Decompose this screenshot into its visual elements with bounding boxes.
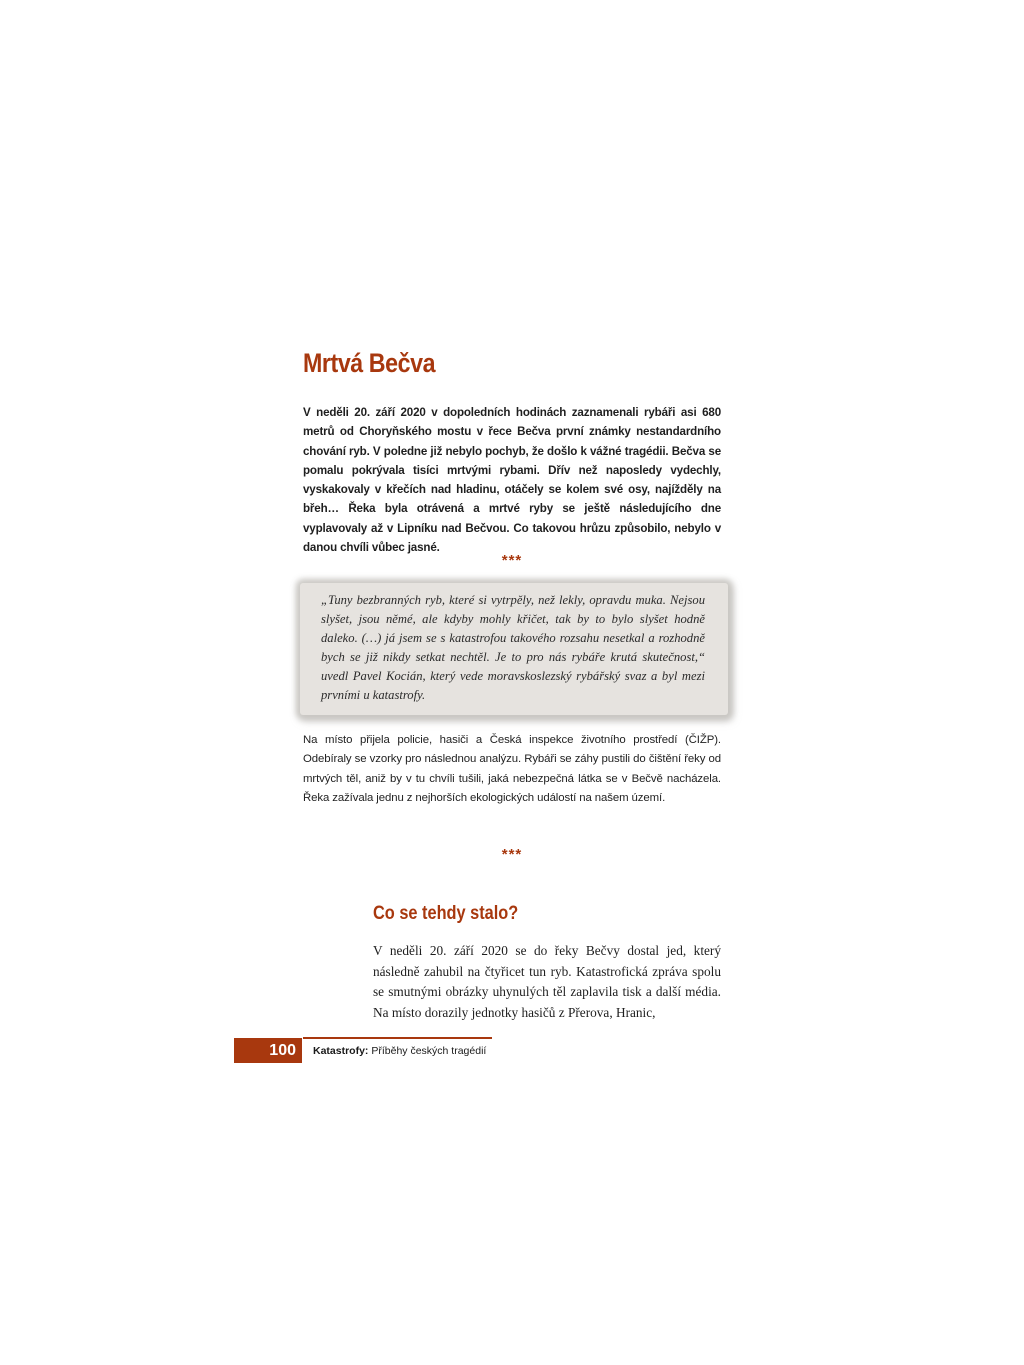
book-title-bold: Katastrofy: — [313, 1045, 369, 1057]
chapter-title: Mrtvá Bečva — [303, 348, 436, 378]
body-paragraph: Na místo přijela policie, hasiči a Česká inspekce životního prostředí (ČIŽP). Odebíraly se vzorky pro následnou analýzu. Rybáři se záhy pustili do čištění řeky od mrtvých těl, aniž by v tu chvíli tušili, jaká nebezpečná látka se v Bečvě nacházela. Řeka zažívala jednu z nejhorších ekologických událostí na našem území. — [303, 734, 721, 805]
running-footer — [313, 1045, 486, 1057]
lead-paragraph: V neděli 20. září 2020 v dopoledních hodinách zaznamenali rybáři asi 680 metrů od Choryňského mostu v řece Bečva první známky nestandardního chování ryb. V poledne již nebylo pochyb, že došlo k vážné tragédii. Bečva se pomalu pokrývala tisíci mrtvými rybami. Dřív než naposledy vydechly, vyskakovaly v křečích nad hladinu, otáčely se kolem své osy, najížděly na břeh… Řeka byla otrávená a mrtvé ryby se ještě následujícího dne vyplavovaly až v Lipníku nad Bečvou. Co takovou hrůzu způsobilo, nebylo v danou chvíli vůbec jasné. — [303, 406, 721, 555]
page-number: 100 — [234, 1038, 302, 1063]
quote-text: „Tuny bezbranných ryb, které si vytrpěly, než lekly, opravdu muka. Nejsou slyšet, jsou němé, ale kdyby mohly křičet, tak by to bylo slyšet hodně daleko. (…) já jsem se s katastrofou takového rozsahu nesetkal a rozhodně bych se již nikdy setkat nechtěl. Je to pro nás rybáře krutá skutečnost,“ uvedl Pavel Kocián, který vede moravskoslezský rybářský svaz a byl mezi prvními u katastrofy. — [321, 593, 705, 702]
footer-rule — [303, 1037, 492, 1039]
book-title-rest: Příběhy českých tragédií — [368, 1045, 487, 1057]
section-separator: *** — [501, 552, 523, 569]
section-text: V neděli 20. září 2020 se do řeky Bečvy dostal jed, který následně zahubil na čtyřicet tun ryb. Katastrofická zpráva spolu se smutnými obrázky uhynulých těl zaplavila tisk a další média. Na místo dorazily jednotky hasičů z Přerova, Hranic, — [373, 943, 721, 1020]
section-subtitle: Co se tehdy stalo? — [373, 903, 519, 924]
section-separator-2: *** — [501, 846, 523, 863]
